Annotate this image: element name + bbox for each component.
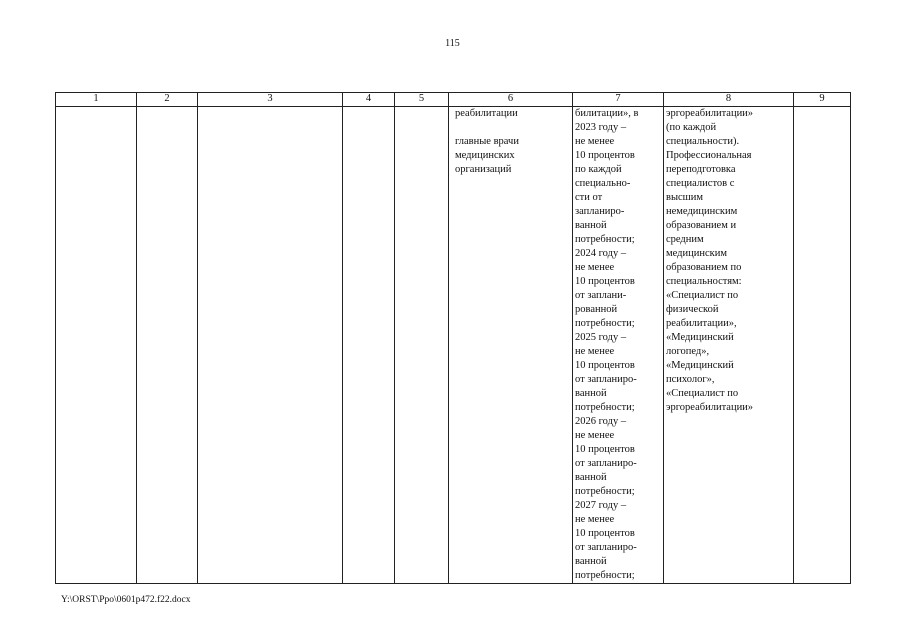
column-header-2: 2 [137, 93, 198, 107]
page-number: 115 [445, 38, 460, 49]
footer-file-path: Y:\ORST\Ppo\0601p472.f22.docx [61, 595, 191, 605]
cell-col-4 [343, 107, 395, 584]
column-header-8: 8 [664, 93, 794, 107]
document-table [55, 92, 851, 584]
table-header-row [56, 93, 851, 107]
table-row [56, 107, 851, 584]
cell-col-8 [664, 107, 794, 584]
cell-col-3 [198, 107, 343, 584]
cell-text-col-8: эргореабилитации» (по каждой специальности). Профессиональная переподготовка специалистов с высшим немедицинским образованием и средним медицинским образованием по специальностям: «Специалист по физической реабилитации», «Медицинский логопед», «Медицинский психолог», «Специалист по эргореабилитации» [666, 108, 754, 413]
cell-col-6 [449, 107, 573, 584]
column-header-5: 5 [395, 93, 449, 107]
cell-text-col-7: билитации», в 2023 году – не менее 10 процентов по каждой специально- сти от запланиро- ванной потребности; 2024 году – не менее 10 процентов от заплани- рованной потребности; 2025 году – не менее 10 процентов от запланиро- ванной потребности; 2026 году – не менее 10 процентов от запланиро- ванной потребности; 2027 году – не менее 10 процентов от запланиро- ванной потребности; [575, 108, 639, 581]
column-header-6: 6 [449, 93, 573, 107]
cell-col-1 [56, 107, 137, 584]
column-header-7: 7 [573, 93, 664, 107]
cell-text-col-6: реабилитации главные врачи медицинских организаций [455, 108, 519, 175]
column-header-1: 1 [56, 93, 137, 107]
column-header-9: 9 [794, 93, 851, 107]
cell-col-2 [137, 107, 198, 584]
cell-col-5 [395, 107, 449, 584]
column-header-3: 3 [198, 93, 343, 107]
cell-col-9 [794, 107, 851, 584]
cell-col-7 [573, 107, 664, 584]
column-header-4: 4 [343, 93, 395, 107]
